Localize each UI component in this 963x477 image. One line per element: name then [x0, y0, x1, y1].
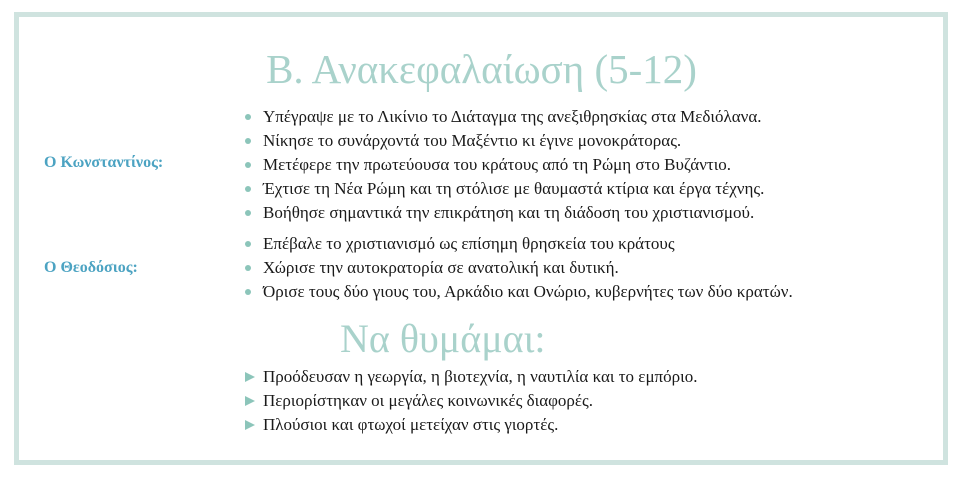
- bullet-dot-icon: [245, 265, 251, 271]
- list-item-text: Έχτισε τη Νέα Ρώμη και τη στόλισε με θαυμαστά κτίρια και έργα τέχνης.: [263, 179, 765, 198]
- triangle-bullet-icon: [245, 372, 255, 382]
- bullet-dot-icon: [245, 186, 251, 192]
- list-item: [244, 365, 697, 389]
- remember-list: [244, 365, 697, 437]
- bullet-dot-icon: [245, 114, 251, 120]
- list-item: [244, 389, 697, 413]
- theodosius-label: Ο Θεοδόσιος:: [44, 259, 138, 276]
- list-item-text: Προόδευσαν η γεωργία, η βιοτεχνία, η ναυτιλία και το εμπόριο.: [263, 367, 698, 386]
- list-item: [244, 105, 764, 129]
- list-item: [244, 201, 764, 225]
- list-item-text: Υπέγραψε με το Λικίνιο το Διάταγμα της ανεξιθρησκίας στα Μεδιόλανα.: [263, 107, 762, 126]
- remember-heading: Να θυμάμαι:: [340, 316, 546, 361]
- list-item: [244, 413, 697, 437]
- bullet-dot-icon: [245, 162, 251, 168]
- triangle-bullet-icon: [245, 420, 255, 430]
- triangle-bullet-icon: [245, 396, 255, 406]
- theodosius-list: [244, 232, 793, 304]
- list-item: [244, 129, 764, 153]
- list-item: [244, 177, 764, 201]
- bullet-dot-icon: [245, 210, 251, 216]
- bullet-dot-icon: [245, 241, 251, 247]
- list-item: [244, 153, 764, 177]
- page-title: Β. Ανακεφαλαίωση (5-12): [266, 46, 697, 92]
- list-item-text: Μετέφερε την πρωτεύουσα του κράτους από τη Ρώμη στο Βυζάντιο.: [263, 155, 732, 174]
- constantine-label: Ο Κωνσταντίνος:: [44, 154, 164, 171]
- list-item-text: Όρισε τους δύο γιους του, Αρκάδιο και Ονώριο, κυβερνήτες των δύο κρατών.: [263, 282, 793, 301]
- constantine-list: [244, 105, 764, 225]
- list-item: [244, 232, 793, 256]
- list-item-text: Χώρισε την αυτοκρατορία σε ανατολική και δυτική.: [263, 258, 619, 277]
- list-item-text: Νίκησε το συνάρχοντά του Μαξέντιο κι έγινε μονοκράτορας.: [263, 131, 682, 150]
- list-item: [244, 280, 793, 304]
- list-item-text: Πλούσιοι και φτωχοί μετείχαν στις γιορτές.: [263, 415, 559, 434]
- list-item-text: Βοήθησε σημαντικά την επικράτηση και τη διάδοση του χριστιανισμού.: [263, 203, 755, 222]
- list-item-text: Επέβαλε το χριστιανισμό ως επίσημη θρησκεία του κράτους: [263, 234, 675, 253]
- list-item: [244, 256, 793, 280]
- bullet-dot-icon: [245, 289, 251, 295]
- bullet-dot-icon: [245, 138, 251, 144]
- list-item-text: Περιορίστηκαν οι μεγάλες κοινωνικές διαφορές.: [263, 391, 594, 410]
